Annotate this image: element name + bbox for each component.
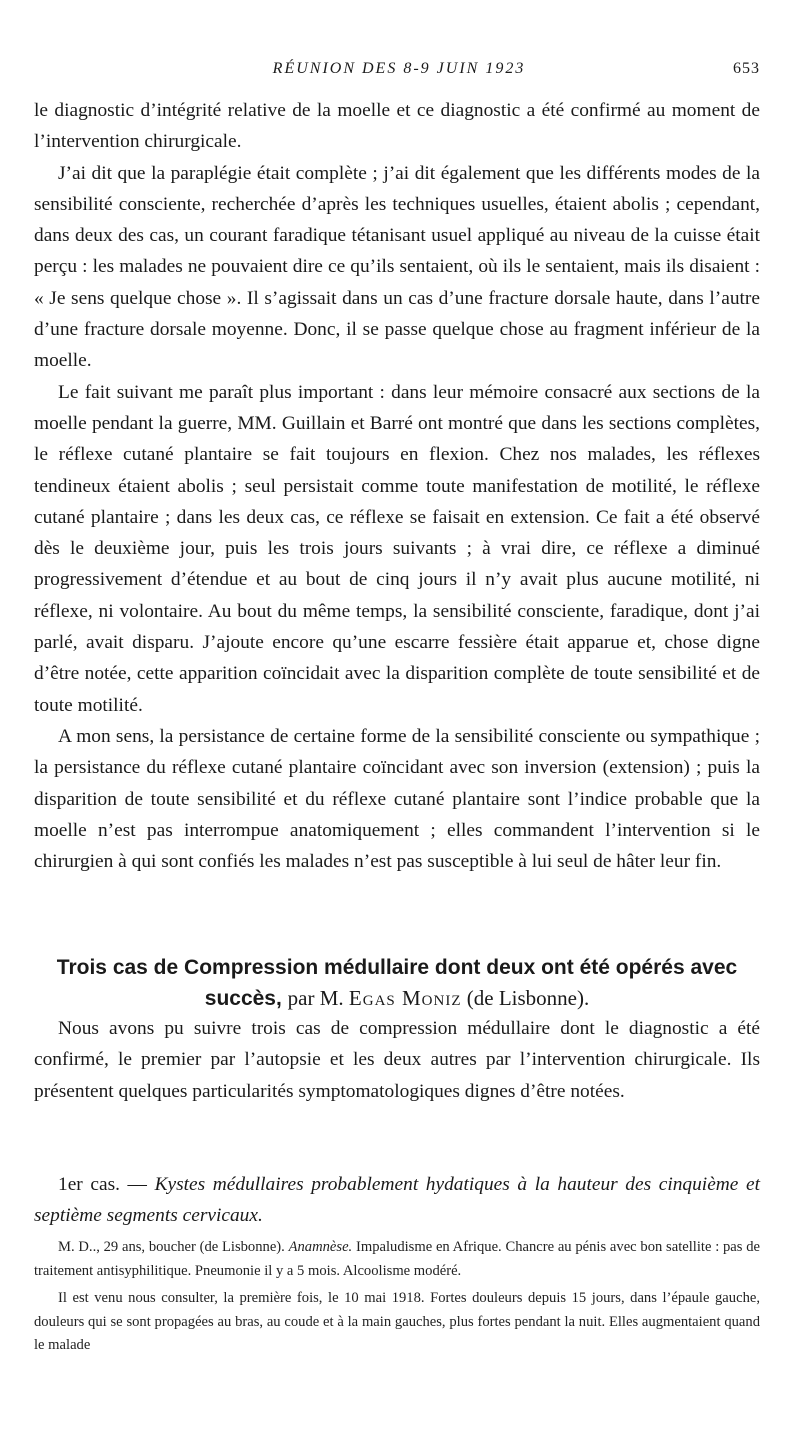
anamnesis-label: Anamnèse.	[288, 1239, 353, 1255]
page-number: 653	[733, 60, 760, 77]
article-intro	[34, 1013, 760, 1107]
patient-intro: M. D.., 29 ans, boucher (de Lisbonne).	[58, 1239, 285, 1255]
paragraph: A mon sens, la persistance de certaine forme de la sensibilité consciente ou sympathique ; la persistance du réflexe cutané plantaire coïncidant avec son inversion (extension) ; puis la disparition de toute sensibilité et du réflexe cutané plantaire sont l’indice probable que la moelle n’est pas interrompue anatomiquement ; elles commandent l’intervention si le chirurgien à qui sont confiés les malades n’est pas susceptible à lui seul de hâter leur fin.	[34, 725, 760, 873]
article-heading	[34, 952, 760, 1014]
paragraph: J’ai dit que la paraplégie était complète ; j’ai dit également que les différents modes de la sensibilité consciente, recherchée d’après les techniques usuelles, étaient abolis ; cependant, dans deux des cas, un courant faradique tétanisant usuel appliqué au niveau de la cuisse était perçu : les malades ne pouvaient dire ce qu’ils sentaient, où ils le sentaient, mais ils disaient : « Je sens quelque chose ». Il s’agissait dans un cas d’une fracture dorsale haute, dans l’autre d’une fracture dorsale moyenne. Donc, il se passe quelque chose au fragment inférieur de la moelle.	[34, 162, 760, 372]
case-notes	[34, 1236, 760, 1358]
discussion-text	[34, 95, 760, 877]
paragraph: Le fait suivant me paraît plus important : dans leur mémoire consacré aux sections de la moelle pendant la guerre, MM. Guillain et Barré ont montré que dans les sections complètes, le réflexe cutané plantaire se fait toujours en flexion. Chez nos malades, les réflexes tendineux étaient abolis ; seul persistait comme toute manifestation de motilité, le réflexe cutané plantaire ; dans les deux cas, ce réflexe se faisait en extension. Ce fait a été observé dès le deuxième jour, puis les trois jours suivants ; à vrai dire, ce réflexe a diminué progressivement d’étendue et au bout de cinq jours il n’y avait plus aucune motilité, ni réflexe, ni volontaire. Au bout du même temps, la sensibilité consciente, faradique, dont j’ai parlé, avait disparu. J’ajoute encore qu’une escarre fessière était apparue et, chose digne d’être notée, cette apparition coïncidait avec la disparition complète de toute sensibilité et de toute motilité.	[34, 381, 760, 716]
byline	[288, 986, 590, 1010]
case-title: Kystes médullaires probablement hydatiques à la hauteur des cinquième et septième segments cervicaux.	[34, 1174, 761, 1227]
byline-prefix: par M.	[287, 986, 344, 1010]
note-paragraph: Il est venu nous consulter, la première fois, le 10 mai 1918. Fortes douleurs depuis 15 jours, dans l’épaule gauche, douleurs qui se sont propagées au bras, au coude et à la main gauches, plus fortes pendant la nuit. Elles augmentaient quand le malade	[34, 1290, 760, 1353]
case-heading	[34, 1169, 760, 1232]
case-label: 1er cas. —	[58, 1174, 147, 1195]
article-title: Trois cas de Compression médullaire dont deux ont été opérés avec succès,	[56, 956, 738, 1010]
byline-suffix: (de Lisbonne).	[466, 986, 590, 1010]
running-title: RÉUNION DES 8-9 JUIN 1923	[272, 60, 526, 77]
author-name: Egas Moniz	[348, 986, 462, 1010]
running-head	[38, 60, 760, 88]
paragraph: Nous avons pu suivre trois cas de compression médullaire dont le diagnostic a été confirmé, le premier par l’autopsie et les deux autres par l’intervention chirurgicale. Ils présentent quelques particularités symptomatologiques dignes d’être notées.	[34, 1018, 760, 1102]
note-paragraph	[34, 1236, 760, 1283]
paragraph: le diagnostic d’intégrité relative de la moelle et ce diagnostic a été confirmé au moment de l’intervention chirurgicale.	[34, 100, 760, 153]
anamnesis-text: Impaludisme en Afrique. Chancre au pénis avec bon satellite : pas de traitement antisyphilitique. Pneumonie il y a 5 mois. Alcoolisme modéré.	[34, 1239, 760, 1279]
case-heading-line	[34, 1169, 760, 1232]
